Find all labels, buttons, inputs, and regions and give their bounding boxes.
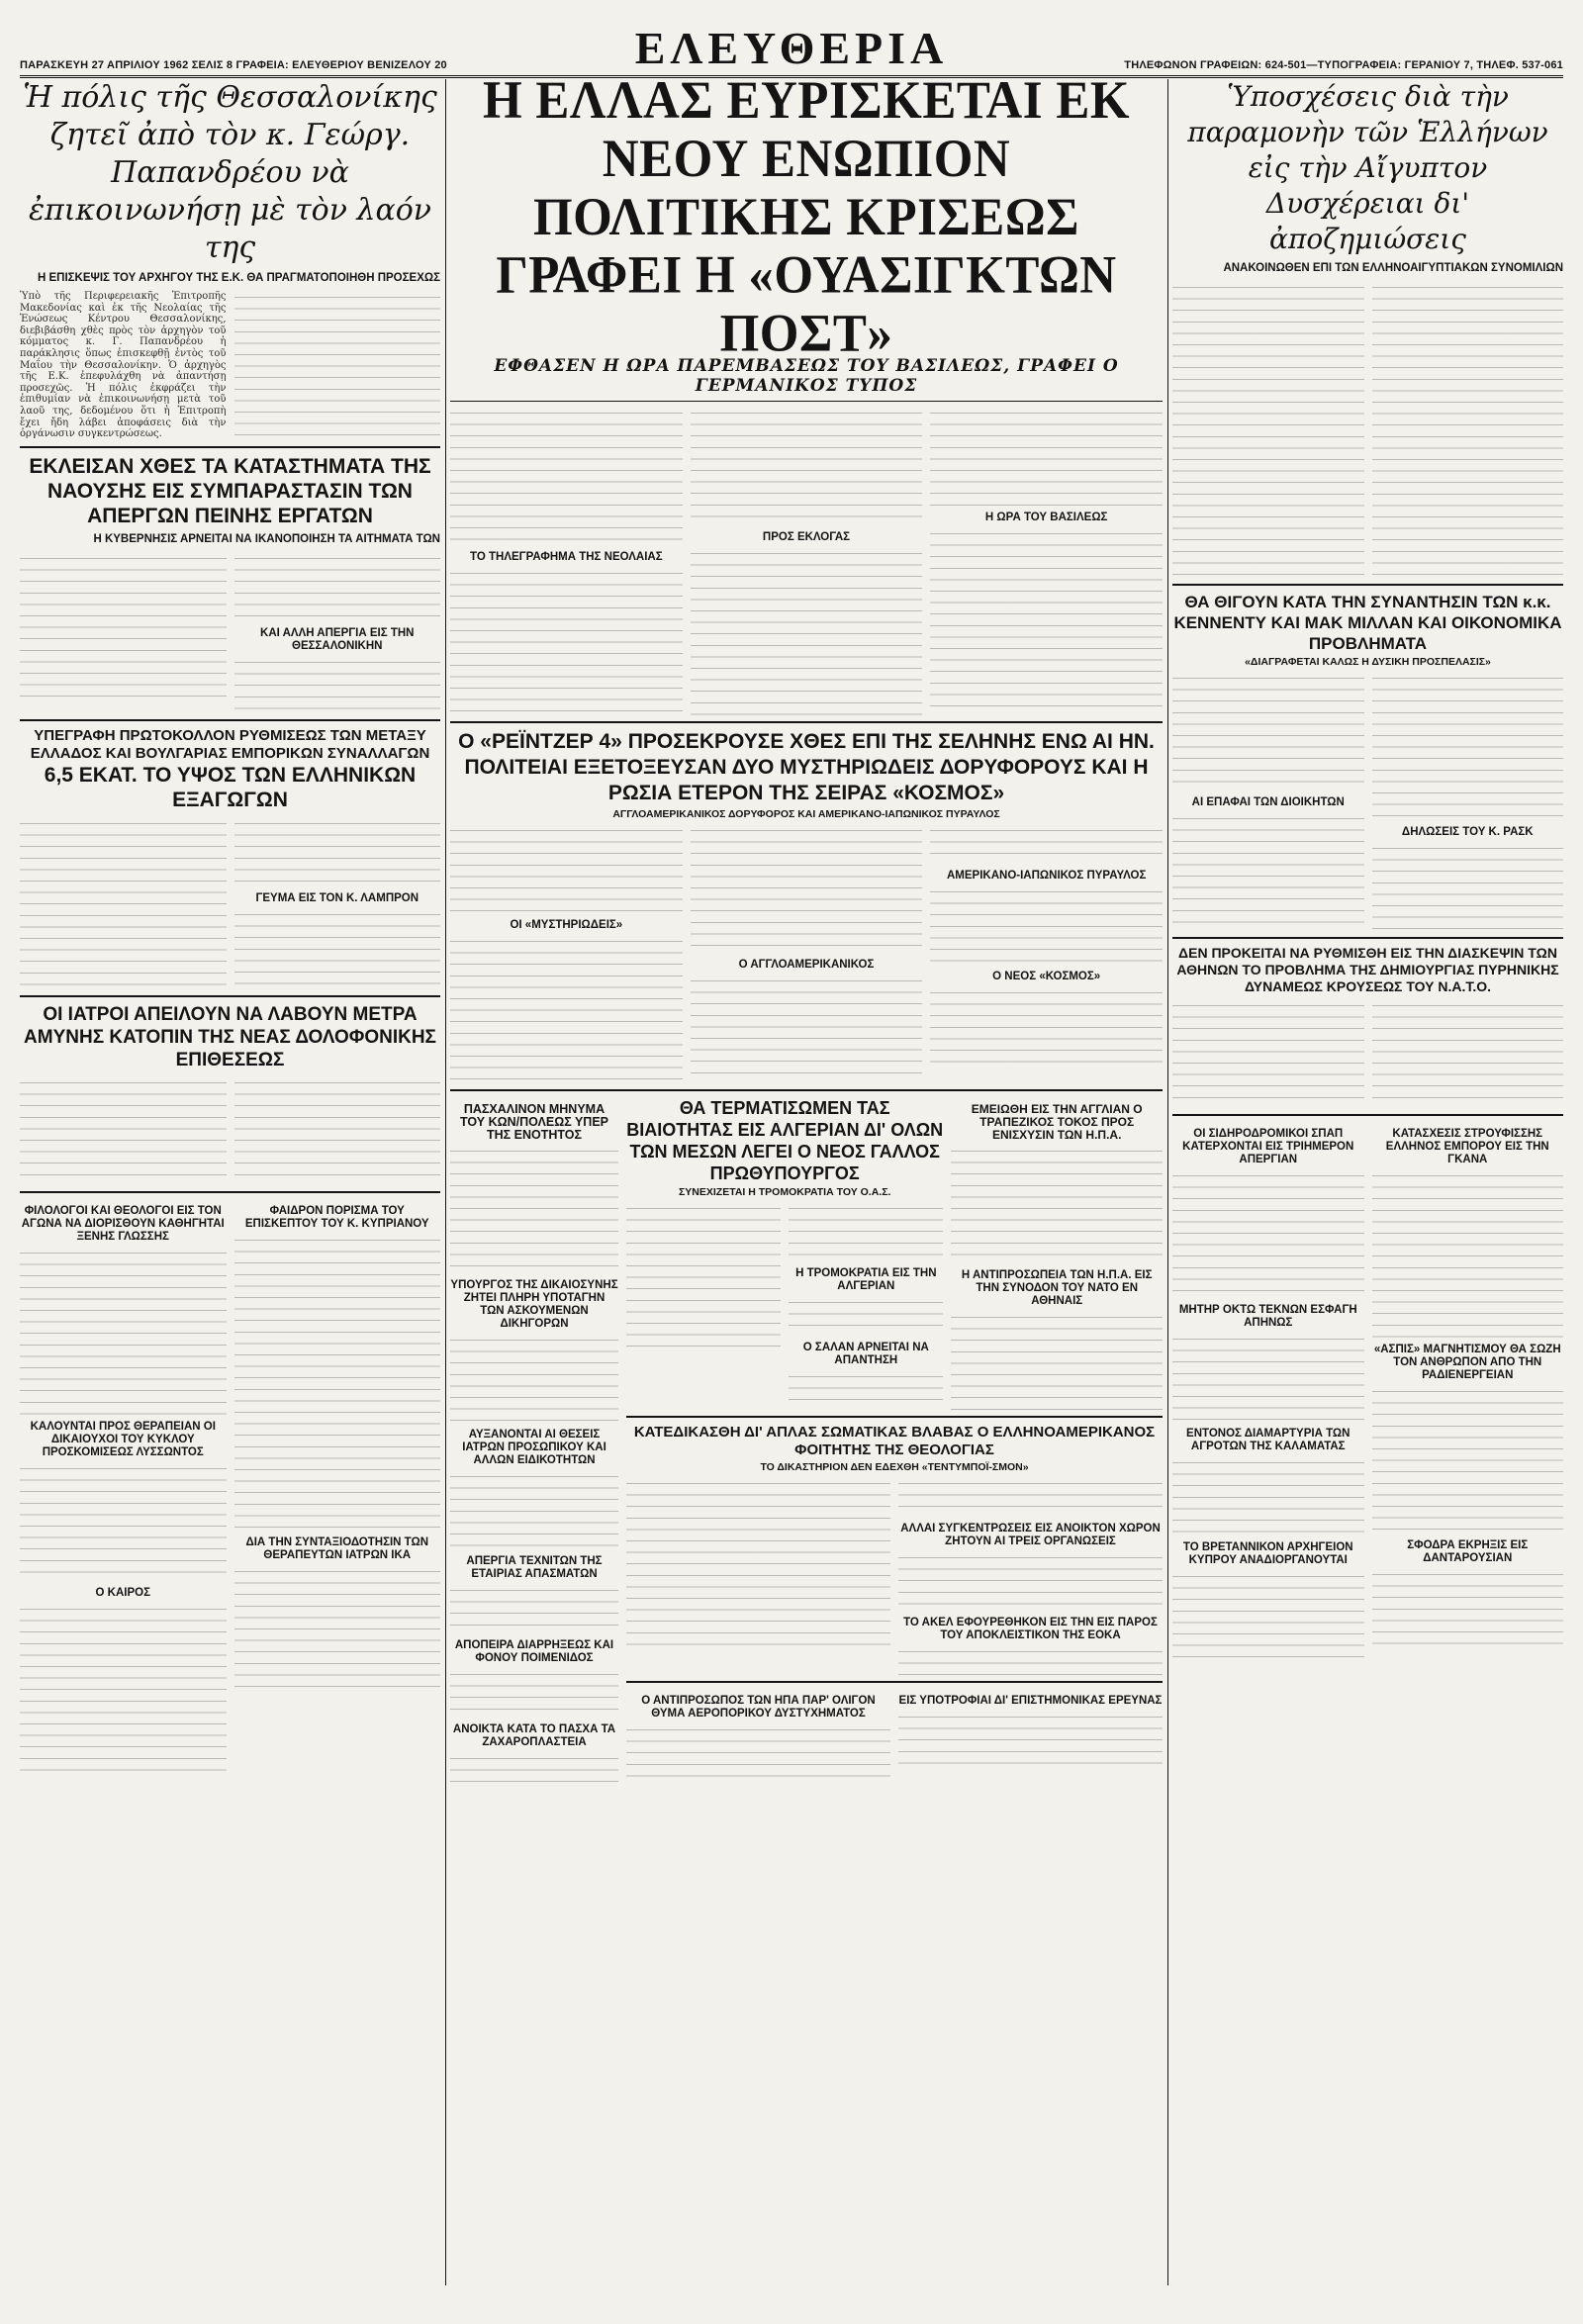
youth-telegram-subhead: ΤΟ ΤΗΛΕΓΡΑΦΗΜΑ ΤΗΣ ΝΕΟΛΑΙΑΣ [470, 551, 663, 563]
us-rep-accident-headline: Ο ΑΝΤΙΠΡΟΣΩΠΟΣ ΤΩΝ ΗΠΑ ΠΑΡ' ΟΛΙΓΟΝ ΘΥΜΑ ΑΕΡΟΠΟΡΙΚΟΥ ΔΥΣΤΥΧΗΜΑΤΟΣ [641, 1695, 876, 1720]
rabies-headline: ΚΑΛΟΥΝΤΑΙ ΠΡΟΣ ΘΕΡΑΠΕΙΑΝ ΟΙ ΔΙΚΑΙΟΥΧΟΙ ΤΟΥ ΚΥΚΛΟΥ ΠΡΟΣΚΟΜΙΣΕΩΣ ΛΥΣΣΩΝΤΟΣ [30, 1420, 216, 1458]
thessaloniki-headline: Ἡ πόλις τῆς Θεσσαλονίκης ζητεῖ ἀπὸ τὸν κ. Γεώργ. Παπανδρέου νὰ ἐπικοινωνήσῃ μὲ τὸν λαόν της [23, 80, 437, 265]
ostrich-headline: ΚΑΤΑΣΧΕΣΙΣ ΣΤΡΟΥΦΙΣΣΗΣ ΕΛΛΗΝΟΣ ΕΜΠΟΡΟΥ ΕΙΣ ΤΗΝ ΓΚΑΝΑ [1385, 1128, 1549, 1165]
thessaloniki-deck: Η ΕΠΙΣΚΕΨΙΣ ΤΟΥ ΑΡΧΗΓΟΥ ΤΗΣ Ε.Κ. ΘΑ ΠΡΑΓΜΑΤΟΠΟΙΗΘΗ ΠΡΟΣΕΧΩΣ [37, 272, 440, 284]
main-deck: ΕΦΘΑΣΕΝ Η ΩΡΑ ΠΑΡΕΜΒΑΣΕΩΣ ΤΟΥ ΒΑΣΙΛΕΩΣ, ΓΡΑΦΕΙ Ο ΓΕΡΜΑΝΙΚΟΣ ΤΥΠΟΣ [494, 356, 1119, 396]
elections-subhead: ΠΡΟΣ ΕΚΛΟΓΑΣ [762, 531, 851, 543]
terror-algeria-subhead: Η ΤΡΟΜΟΚΡΑΤΙΑ ΕΙΣ ΤΗΝ ΑΛΓΕΡΙΑΝ [795, 1267, 937, 1292]
mother-headline: ΜΗΤΗΡ ΟΚΤΩ ΤΕΚΝΩΝ ΕΣΦΑΓΗ ΑΠΗΝΩΣ [1178, 1304, 1357, 1329]
salan-subhead: Ο ΣΑΛΑΝ ΑΡΝΕΙΤΑΙ ΝΑ ΑΠΑΝΤΗΣΗ [802, 1342, 929, 1366]
king-hour-subhead: Η ΩΡΑ ΤΟΥ ΒΑΣΙΛΕΩΣ [984, 511, 1108, 523]
kennedy-macmillan-deck: «ΔΙΑΓΡΑΦΕΤΑΙ ΚΑΛΩΣ Η ΔΥΣΙΚΗ ΠΡΟΣΠΕΛΑΣΙΣ» [1245, 656, 1491, 668]
england-rate-headline: ΕΜΕΙΩΘΗ ΕΙΣ ΤΗΝ ΑΓΓΛΙΑΝ Ο ΤΡΑΠΕΖΙΚΟΣ ΤΟΚΟΣ ΠΡΟΣ ΕΝΙΣΧΥΣΙΝ ΤΩΝ Η.Π.Α. [971, 1102, 1143, 1142]
justice-minister-headline: ΥΠΟΥΡΓΟΣ ΤΗΣ ΔΙΚΑΙΟΣΥΝΗΣ ΖΗΤΕΙ ΠΛΗΡΗ ΥΠΟΤΑΓΗΝ ΤΩΝ ΑΣΚΟΥΜΕΝΩΝ ΔΙΚΗΓΟΡΩΝ [450, 1279, 618, 1330]
egypt-headline: Ὑποσχέσεις διὰ τὴν παραμονὴν τῶν Ἑλλήνων εἰς τὴν Αἴγυπτον Δυσχέρειαι δι' ἀποζημιώσεις [1187, 80, 1548, 255]
algeria-deck: ΣΥΝΕΧΙΖΕΤΑΙ Η ΤΡΟΜΟΚΡΑΤΙΑ ΤΟΥ Ο.Α.Σ. [678, 1186, 891, 1198]
ranger-headline: Ο «ΡΕΪΝΤΖΕΡ 4» ΠΡΟΣΕΚΡΟΥΣΕ ΧΘΕΣ ΕΠΙ ΤΗΣ ΣΕΛΗΝΗΣ ΕΝΩ ΑΙ ΗΝ. ΠΟΛΙΤΕΙΑΙ ΕΞΕΤΟΞΕΥΣΑΝ ΔΥΟ ΜΥΣΤΗΡΙΩΔΕΙΣ ΔΟΡΥΦΟΡΟΥΣ ΚΑΙ Η ΡΩΣΙΑ ΕΤΕΡΟΝ ΤΗΣ ΣΕΙΡΑΣ «ΚΟΣΜΟΣ» [458, 730, 1155, 804]
anglo-american-subhead: Ο ΑΓΓΛΟΑΜΕΡΙΚΑΝΙΚΟΣ [738, 959, 875, 971]
left-column [20, 79, 440, 2285]
newspaper-name: ΕΛΕΥΘΕΡΙΑ [634, 23, 949, 73]
weather-headline: Ο ΚΑΙΡΟΣ [95, 1586, 150, 1599]
railway-strike-headline: ΟΙ ΣΙΔΗΡΟΔΡΟΜΙΚΟΙ ΣΠΑΠ ΚΑΤΕΡΧΟΝΤΑΙ ΕΙΣ ΤΡΙΗΜΕΡΟΝ ΑΠΕΡΓΙΑΝ [1182, 1128, 1354, 1165]
newspaper-page [20, 14, 1563, 2289]
farmers-headline: ΕΝΤΟΝΟΣ ΔΙΑΜΑΡΤΥΡΙΑ ΤΩΝ ΑΓΡΟΤΩΝ ΤΗΣ ΚΑΛΑΜΑΤΑΣ [1186, 1428, 1350, 1452]
lambros-lunch-subhead: ΓΕΥΜΑ ΕΙΣ ΤΟΝ Κ. ΛΑΜΠΡΟΝ [255, 891, 419, 904]
nato-nuclear-headline: ΔΕΝ ΠΡΟΚΕΙΤΑΙ ΝΑ ΡΥΘΜΙΣΘΗ ΕΙΣ ΤΗΝ ΔΙΑΣΚΕΨΙΝ ΤΩΝ ΑΘΗΝΩΝ ΤΟ ΠΡΟΒΛΗΜΑ ΤΗΣ ΔΗΜΙΟΥΡΓΙΑΣ ΠΥΡΗΝΙΚΗΣ ΔΥΝΑΜΕΩΣ ΚΡΟΥΣΕΩΣ ΤΟΥ Ν.Α.Τ.Ο. [1176, 945, 1559, 994]
explosion-headline: ΣΦΟΔΡΑ ΕΚΡΗΞΙΣ ΕΙΣ ΔΑΝΤΑΡΟΥΣΙΑΝ [1407, 1539, 1529, 1564]
naousa-headline: ΕΚΛΕΙΣΑΝ ΧΘΕΣ ΤΑ ΚΑΤΑΣΤΗΜΑΤΑ ΤΗΣ ΝΑΟΥΣΗΣ ΕΙΣ ΣΥΜΠΑΡΑΣΤΑΣΙΝ ΤΩΝ ΑΠΕΡΓΩΝ ΠΕΙΝΗΣ ΕΡΓΑΤΩΝ [29, 454, 431, 527]
naousa-subhead: ΚΑΙ ΑΛΛΗ ΑΠΕΡΓΙΑ ΕΙΣ ΤΗΝ ΘΕΣΣΑΛΟΝΙΚΗΝ [260, 626, 415, 652]
philologists-headline: ΦΙΛΟΛΟΓΟΙ ΚΑΙ ΘΕΟΛΟΓΟΙ ΕΙΣ ΤΟΝ ΑΓΩΝΑ ΝΑ ΔΙΟΡΙΣΘΟΥΝ ΚΑΘΗΓΗΤΑΙ ΞΕΝΗΣ ΓΛΩΣΣΗΣ [21, 1204, 225, 1243]
egypt-deck: ΑΝΑΚΟΙΝΩΘΕΝ ΕΠΙ ΤΩΝ ΕΛΛΗΝΟΑΙΓΥΠΤΙΑΚΩΝ ΣΥΝΟΜΙΛΙΩΝ [1223, 262, 1563, 274]
rusk-subhead: ΔΗΛΩΣΕΙΣ ΤΟΥ Κ. ΡΑΣΚ [1401, 826, 1534, 838]
governors-subhead: ΑΙ ΕΠΑΦΑΙ ΤΩΝ ΔΙΟΙΚΗΤΩΝ [1191, 796, 1345, 808]
british-hq-headline: ΤΟ ΒΡΕΤΑΝΝΙΚΟΝ ΑΡΧΗΓΕΙΟΝ ΚΥΠΡΟΥ ΑΝΑΔΙΟΡΓΑΝΟΥΤΑΙ [1182, 1541, 1353, 1566]
scholarships-headline: ΕΙΣ ΥΠΟΤΡΟΦΙΑΙ ΔΙ' ΕΠΙΣΤΗΜΟΝΙΚΑΣ ΕΡΕΥΝΑΣ [898, 1695, 1163, 1707]
masthead-contact-line: ΤΗΛΕΦΩΝΟΝ ΓΡΑΦΕΙΩΝ: 624-501—ΤΥΠΟΓΡΑΦΕΙΑ: ΓΕΡΑΝΙΟΥ 7, ΤΗΛΕΦ. 537-061 [1124, 59, 1563, 71]
doctors-headline: ΟΙ ΙΑΤΡΟΙ ΑΠΕΙΛΟΥΝ ΝΑ ΛΑΒΟΥΝ ΜΕΤΡΑ ΑΜΥΝΗΣ ΚΑΤΟΠΙΝ ΤΗΣ ΝΕΑΣ ΔΟΛΟΦΟΝΙΚΗΣ ΕΠΙΘΕΣΕΩΣ [24, 1003, 436, 1070]
burglary-headline: ΑΠΟΠΕΙΡΑ ΔΙΑΡΡΗΞΕΩΣ ΚΑΙ ΦΟΝΟΥ ΠΟΙΜΕΝΙΔΟΣ [454, 1639, 614, 1664]
bulgaria-exports-headline: 6,5 ΕΚΑΤ. ΤΟ ΥΨΟΣ ΤΩΝ ΕΛΛΗΝΙΚΩΝ ΕΞΑΓΩΓΩΝ [44, 763, 417, 811]
pastry-shops-headline: ΑΝΟΙΚΤΑ ΚΑΤΑ ΤΟ ΠΑΣΧΑ ΤΑ ΖΑΧΑΡΟΠΛΑΣΤΕΙΑ [452, 1723, 616, 1748]
us-delegation-subhead: Η ΑΝΤΙΠΡΟΣΩΠΕΙΑ ΤΩΝ Η.Π.Α. ΕΙΣ ΤΗΝ ΣΥΝΟΔΟΝ ΤΟΥ ΝΑΤΟ ΕΝ ΑΘΗΝΑΙΣ [961, 1269, 1153, 1307]
algeria-headline: ΘΑ ΤΕΡΜΑΤΙΣΩΜΕΝ ΤΑΣ ΒΙΑΙΟΤΗΤΑΣ ΕΙΣ ΑΛΓΕΡΙΑΝ ΔΙ' ΟΛΩΝ ΤΩΝ ΜΕΣΩΝ ΛΕΓΕΙ Ο ΝΕΟΣ ΓΑΛΛΟΣ ΠΡΩΘΥΠΟΥΡΓΟΣ [626, 1098, 944, 1183]
kennedy-macmillan-headline: ΘΑ ΘΙΓΟΥΝ ΚΑΤΑ ΤΗΝ ΣΥΝΑΝΤΗΣΙΝ ΤΩΝ κ.κ. ΚΕΝΝΕΝΤΥ ΚΑΙ ΜΑΚ ΜΙΛΛΑΝ ΚΑΙ ΟΙΚΟΝΟΜΙΚΑ ΠΡΟΒΛΗΜΑΤΑ [1173, 593, 1562, 653]
kyprianou-headline: ΦΑΙΔΡΟΝ ΠΟΡΙΣΜΑ ΤΟΥ ΕΠΙΣΚΕΠΤΟΥ ΤΟΥ Κ. ΚΥΠΡΙΑΝΟΥ [244, 1204, 429, 1230]
naousa-deck: Η ΚΥΒΕΡΝΗΣΙΣ ΑΡΝΕΙΤΑΙ ΝΑ ΙΚΑΝΟΠΟΙΗΣΗ ΤΑ ΑΙΤΗΜΑΤΑ ΤΩΝ [93, 532, 440, 545]
student-conviction-deck: ΤΟ ΔΙΚΑΣΤΗΡΙΟΝ ΔΕΝ ΕΔΕΧΘΗ «ΤΕΝΤΥΜΠΟΪ-ΣΜΟΝ» [760, 1461, 1029, 1473]
ika-doctors-headline: ΔΙΑ ΤΗΝ ΣΥΝΤΑΞΙΟΔΟΤΗΣΙΝ ΤΩΝ ΘΕΡΑΠΕΥΤΩΝ ΙΑΤΡΩΝ ΙΚΑ [245, 1535, 429, 1561]
mysterious-subhead: ΟΙ «ΜΥΣΤΗΡΙΩΔΕΙΣ» [510, 919, 623, 931]
right-column [1172, 79, 1563, 2285]
masthead-date-line: ΠΑΡΑΣΚΕΥΗ 27 ΑΠΡΙΛΙΟΥ 1962 ΣΕΛΙΣ 8 ΓΡΑΦΕΙΑ: ΕΛΕΥΘΕΡΙΟΥ ΒΕΝΙΖΕΛΟΥ 20 [20, 59, 447, 71]
positions-headline: ΑΥΞΑΝΟΝΤΑΙ ΑΙ ΘΕΣΕΙΣ ΙΑΤΡΩΝ ΠΡΟΣΩΠΙΚΟΥ ΚΑΙ ΑΛΛΩΝ ΕΙΔΙΚΟΤΗΤΩΝ [462, 1429, 606, 1466]
magnetism-headline: «ΑΣΠΙΣ» ΜΑΓΝΗΤΙΣΜΟΥ ΘΑ ΣΩΖΗ ΤΟΝ ΑΝΘΡΩΠΟΝ ΑΠΟ ΤΗΝ ΡΑΔΙΕΝΕΡΓΕΙΑΝ [1373, 1344, 1561, 1381]
easter-message-headline: ΠΑΣΧΑΛΙΝΟΝ ΜΗΝΥΜΑ ΤΟΥ ΚΩΝ/ΠΟΛΕΩΣ ΥΠΕΡ ΤΗΣ ΕΝΟΤΗΤΟΣ [459, 1102, 609, 1142]
strike-headline: ΑΠΕΡΓΙΑ ΤΕΧΝΙΤΩΝ ΤΗΣ ΕΤΑΙΡΙΑΣ ΑΠΑΣΜΑΤΩΝ [466, 1555, 603, 1580]
akel-subhead: ΤΟ ΑΚΕΛ ΕΦΟΥΡΕΘΗΚΟΝ ΕΙΣ ΤΗΝ ΕΙΣ ΠΑΡΟΣ ΤΟΥ ΑΠΟΚΛΕΙΣΤΙΚΟΝ ΤΗΣ ΕΟΚΑ [903, 1617, 1158, 1641]
masthead [20, 14, 1563, 78]
ranger-deck: ΑΓΓΛΟΑΜΕΡΙΚΑΝΙΚΟΣ ΔΟΡΥΦΟΡΟΣ ΚΑΙ ΑΜΕΡΙΚΑΝΟ-ΙΑΠΩΝΙΚΟΣ ΠΥΡΑΥΛΟΣ [612, 808, 1000, 820]
main-headline: Η ΕΛΛΑΣ ΕΥΡΙΣΚΕΤΑΙ ΕΚ ΝΕΟΥ ΕΝΩΠΙΟΝ ΠΟΛΙΤΙΚΗΣ ΚΡΙΣΕΩΣ ΓΡΑΦΕΙ Η «ΟΥΑΣΙΓΚΤΩΝ ΠΟΣΤ» [482, 79, 1131, 363]
article-grid [20, 79, 1563, 2285]
bulgaria-protocol-headline: ΥΠΕΓΡΑΦΗ ΠΡΩΤΟΚΟΛΛΟΝ ΡΥΘΜΙΣΕΩΣ ΤΩΝ ΜΕΤΑΞΥ ΕΛΛΑΔΟΣ ΚΑΙ ΒΟΥΛΓΑΡΙΑΣ ΕΜΠΟΡΙΚΩΝ ΣΥΝΑΛΛΑΓΩΝ [30, 726, 430, 762]
student-conviction-headline: ΚΑΤΕΔΙΚΑΣΘΗ ΔΙ' ΑΠΛΑΣ ΣΩΜΑΤΙΚΑΣ ΒΛΑΒΑΣ Ο ΕΛΛΗΝΟΑΜΕΡΙΚΑΝΟΣ ΦΟΙΤΗΤΗΣ ΤΗΣ ΘΕΟΛΟΓΙΑΣ [633, 1424, 1156, 1458]
us-japan-rocket-subhead: ΑΜΕΡΙΚΑΝΟ-ΙΑΠΩΝΙΚΟΣ ΠΥΡΑΥΛΟΣ [947, 870, 1147, 882]
thessaloniki-body: Ὑπὸ τῆς Περιφερειακῆς Ἐπιτροπῆς Μακεδονίας καὶ ἐκ τῆς Νεολαίας τῆς Ἑνώσεως Κέντρου Θεσσαλονίκης, διεβιβάσθη χθὲς πρὸς τὸν ἀρχηγὸν τοῦ κόμματος κ. Γ. Παπανδρέου ἡ παράκλησις ὅπως ἐπισκεφθῇ ἐντὸς τοῦ Μαΐου τὴν Θεσσαλονίκην. Ὁ ἀρχηγὸς τῆς Ε.Κ. ἐπεφυλάχθη νὰ ἀπαντήσῃ προσεχῶς. Ἡ πόλις ἐκφράζει τὴν ἐπιθυμίαν νὰ ἐπικοινωνήσῃ μετὰ τοῦ λαοῦ της, δεδομένου ὅτι ἡ Ἐπιτροπὴ ἔχει ἤδη λάβει ἀποφάσεις διὰ τὴν ὀργάνωσιν συγκεντρώσεως. [20, 291, 227, 440]
gatherings-subhead: ΑΛΛΑΙ ΣΥΓΚΕΝΤΡΩΣΕΙΣ ΕΙΣ ΑΝΟΙΚΤΟΝ ΧΩΡΟΝ ΖΗΤΟΥΝ ΑΙ ΤΡΕΙΣ ΟΡΓΑΝΩΣΕΙΣ [900, 1523, 1161, 1547]
center-column [450, 79, 1163, 2285]
new-kosmos-subhead: Ο ΝΕΟΣ «ΚΟΣΜΟΣ» [992, 971, 1101, 982]
